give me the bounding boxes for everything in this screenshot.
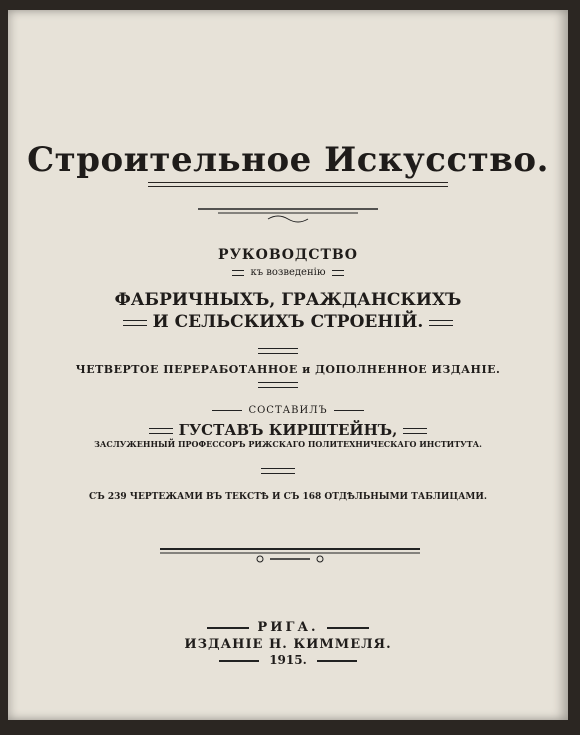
rule bbox=[258, 348, 298, 354]
subject-line-1: ФАБРИЧНЫХЪ, ГРАЖДАНСКИХЪ bbox=[114, 290, 462, 310]
illustrations-note: СЪ 239 ЧЕРТЕЖАМИ ВЪ ТЕКСТѢ И СЪ 168 ОТДѢЛЬНЫМИ ТАБЛИЦАМИ. bbox=[88, 492, 487, 502]
year: 1915. bbox=[8, 653, 568, 667]
city: РИГА. bbox=[8, 620, 568, 635]
rule bbox=[261, 468, 295, 474]
subject-line-2: И СЕЛЬСКИХЪ СТРОЕНІЙ. bbox=[8, 312, 568, 332]
author-title: ЗАСЛУЖЕННЫЙ ПРОФЕССОРЪ РИЖСКАГО ПОЛИТЕХНИЧЕСКАГО ИНСТИТУТА. bbox=[94, 439, 482, 449]
compiled-by: СОСТАВИЛЪ bbox=[8, 405, 568, 416]
title-underline-2 bbox=[148, 186, 448, 187]
title-underline bbox=[148, 182, 448, 183]
ornament-divider bbox=[198, 203, 378, 225]
book-page bbox=[8, 10, 568, 720]
publisher: ИЗДАНІЕ Н. КИММЕЛЯ. bbox=[184, 637, 392, 652]
rule bbox=[258, 382, 298, 388]
book-title: Строительное Искусство. bbox=[27, 140, 549, 180]
subtitle-to-construction: къ возведенію bbox=[8, 267, 568, 278]
subtitle-guide: РУКОВОДСТВО bbox=[218, 247, 358, 263]
edition-line: ЧЕТВЕРТОЕ ПЕРЕРАБОТАННОЕ и ДОПОЛНЕННОЕ ИЗДАНІЕ. bbox=[75, 363, 501, 376]
author-name: ГУСТАВЪ КИРШТЕЙНЪ, bbox=[8, 421, 568, 439]
ornament-divider-2 bbox=[160, 545, 420, 565]
